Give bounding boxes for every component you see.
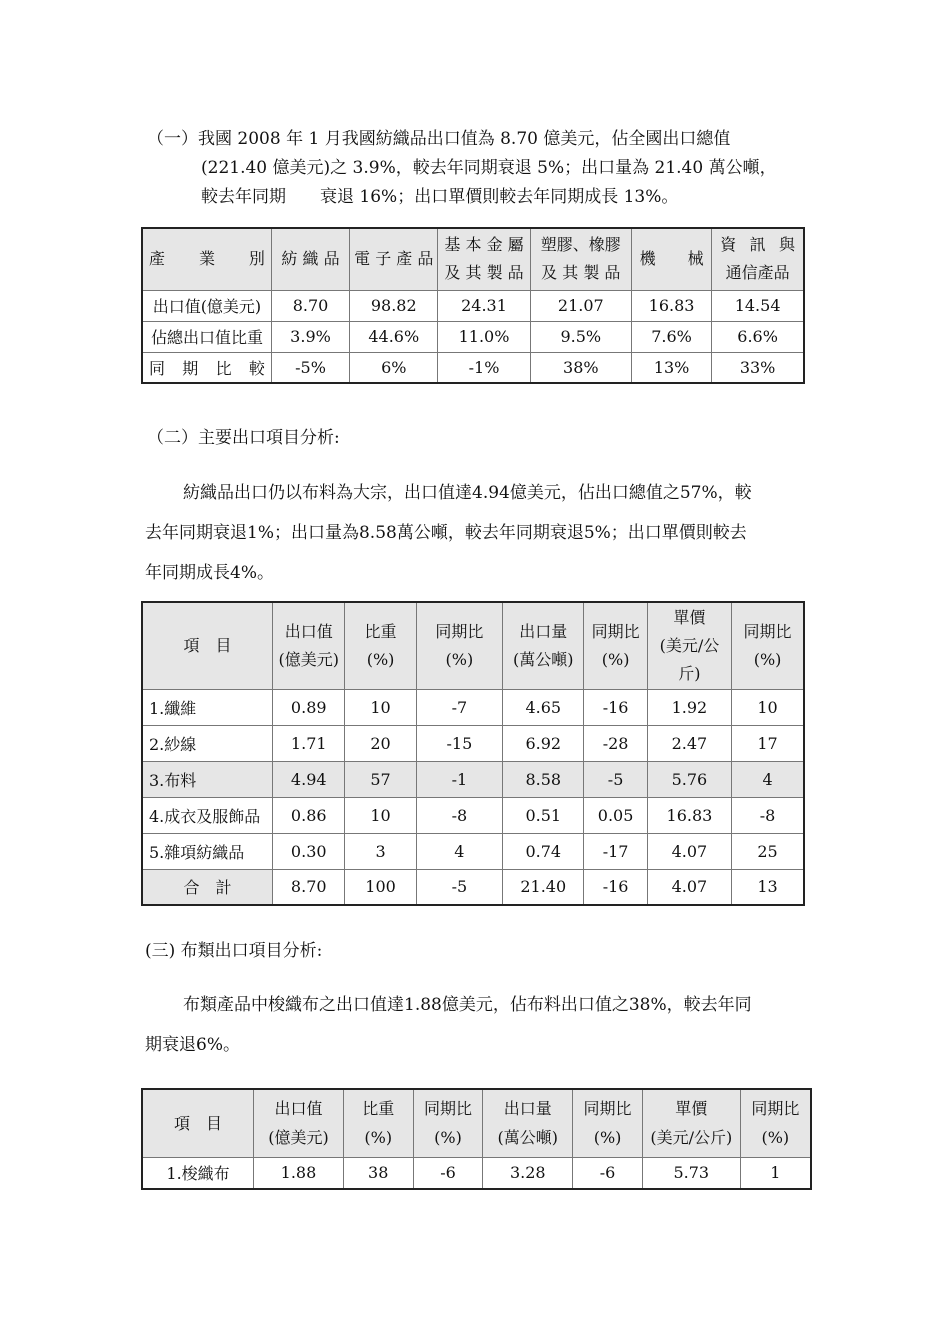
table1-header-cell: 基 本 金 屬 及 其 製 品 <box>438 228 530 290</box>
table1-header-cell: 機 械 <box>631 228 711 290</box>
section3-heading: (三) 布類出口項目分析: <box>145 941 323 961</box>
table-row: 2.紗線 1.71 20 -15 6.92 -28 2.47 17 <box>142 725 804 761</box>
table-row: 1.纖維 0.89 10 -7 4.65 -16 1.92 10 <box>142 689 804 725</box>
table3-header-cell: 單價 (美元/公斤) <box>642 1089 740 1157</box>
table3-header-cell: 項 目 <box>142 1089 254 1157</box>
table-row: 1.梭織布 1.88 38 -6 3.28 -6 5.73 1 <box>142 1157 811 1189</box>
section1-line2: (221.40 億美元)之 3.9%，較去年同期衰退 5%；出口量為 21.40 萬公噸， <box>201 158 777 178</box>
section1-line3: 較去年同期 衰退 16%；出口單價則較去年同期成長 13%。 <box>201 187 679 207</box>
table3-header-cell: 出口值 (億美元) <box>254 1089 344 1157</box>
table3-header-cell: 同期比 (%) <box>573 1089 643 1157</box>
table3-header-cell: 出口量 (萬公噸) <box>483 1089 573 1157</box>
section1-line1: （一）我國 2008 年 1 月我國紡織品出口值為 8.70 億美元，佔全國出口總值 <box>147 129 731 149</box>
table2-header-cell: 同期比 (%) <box>416 602 502 689</box>
table-row: 4.成衣及服飾品 0.86 10 -8 0.51 0.05 16.83 -8 <box>142 797 804 833</box>
table2-header-cell: 同期比 (%) <box>732 602 804 689</box>
section3-para-line2: 期衰退6%。 <box>145 1035 240 1055</box>
table3-header-row <box>142 1089 811 1157</box>
table2-header-cell: 出口量 (萬公噸) <box>503 602 584 689</box>
table3-header-cell: 同期比 (%) <box>740 1089 811 1157</box>
table-row: 佔總出口值比重 3.9% 44.6% 11.0% 9.5% 7.6% 6.6% <box>142 321 804 352</box>
table1-header-row <box>142 228 804 290</box>
table1-header-cell: 產 業 別 <box>142 228 271 290</box>
table1-header-cell: 電 子 產 品 <box>350 228 438 290</box>
section3-para-line1: 布類產品中梭織布之出口值達1.88億美元，佔布料出口值之38%，較去年同 <box>183 995 752 1015</box>
section2-heading: （二）主要出口項目分析: <box>147 428 340 448</box>
table1-header-cell: 資 訊 與 通信產品 <box>712 228 804 290</box>
industry-export-table <box>141 227 805 384</box>
table-total-row: 合 計 8.70 100 -5 21.40 -16 4.07 13 <box>142 869 804 905</box>
table2-header-cell: 項 目 <box>142 602 273 689</box>
table2-header-cell: 出口值 (億美元) <box>273 602 345 689</box>
table3-header-cell: 比重 (%) <box>343 1089 413 1157</box>
section2-para-line3: 年同期成長4%。 <box>145 563 274 583</box>
table1-header-cell: 塑膠、橡膠 及 其 製 品 <box>530 228 631 290</box>
table2-header-cell: 比重 (%) <box>345 602 416 689</box>
table-row: 3.布料 4.94 57 -1 8.58 -5 5.76 4 <box>142 761 804 797</box>
table2-header-row <box>142 602 804 689</box>
table-row: 出口值(億美元) 8.70 98.82 24.31 21.07 16.83 14.54 <box>142 290 804 321</box>
table2-header-cell: 同期比 (%) <box>584 602 647 689</box>
table2-header-cell: 單價 (美元/公 斤) <box>647 602 731 689</box>
table1-header-cell: 紡 織 品 <box>271 228 349 290</box>
section2-para-line2: 去年同期衰退1%；出口量為8.58萬公噸，較去年同期衰退5%；出口單價則較去 <box>145 523 747 543</box>
table3-header-cell: 同期比 (%) <box>413 1089 483 1157</box>
textile-export-items-table <box>141 601 805 906</box>
table-row: 同 期 比 較 -5% 6% -1% 38% 13% 33% <box>142 352 804 383</box>
section2-para-line1: 紡織品出口仍以布料為大宗，出口值達4.94億美元，佔出口總值之57%，較 <box>183 483 752 503</box>
fabric-export-items-table <box>141 1088 812 1190</box>
table-row: 5.雜項紡織品 0.30 3 4 0.74 -17 4.07 25 <box>142 833 804 869</box>
